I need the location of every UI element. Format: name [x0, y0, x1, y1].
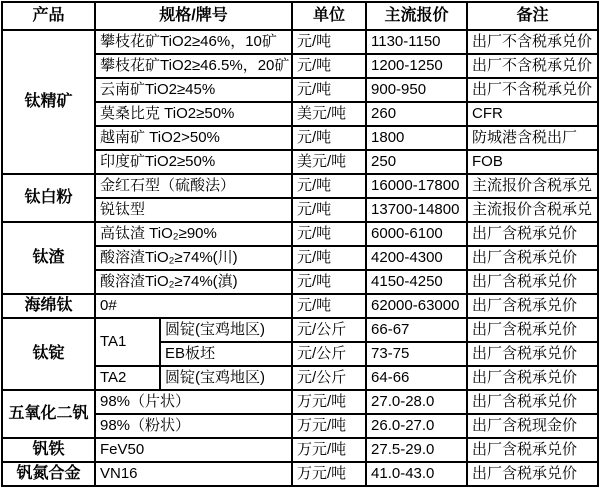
grade-cell: TA2	[95, 366, 160, 390]
unit-cell: 万元/吨	[292, 414, 366, 438]
spec-cell: 98%（粉状）	[95, 414, 292, 438]
price-cell: 66-67	[366, 318, 467, 342]
price-cell: 1200-1250	[366, 54, 467, 78]
note-cell: 出厂含税承兑价	[467, 318, 598, 342]
note-cell: 主流报价含税承兑	[467, 198, 598, 222]
price-cell: 27.5-29.0	[366, 438, 467, 462]
table-row	[2, 294, 598, 318]
note-cell: 出厂含税承兑价	[467, 366, 598, 390]
spec-cell: 高钛渣 TiO₂≥90%	[95, 222, 292, 246]
unit-cell: 元/吨	[292, 126, 366, 150]
header-row	[2, 2, 598, 30]
price-cell: 41.0-43.0	[366, 462, 467, 486]
spec-cell: 莫桑比克 TiO2≥50%	[95, 102, 292, 126]
price-cell: 27.0-28.0	[366, 390, 467, 414]
price-cell: 260	[366, 102, 467, 126]
price-table	[1, 1, 599, 487]
product-cell-titanium-sponge: 海绵钛	[2, 294, 95, 318]
unit-cell: 万元/吨	[292, 462, 366, 486]
price-cell: 4200-4300	[366, 246, 467, 270]
unit-cell: 元/公斤	[292, 366, 366, 390]
unit-cell: 元/公斤	[292, 342, 366, 366]
note-cell: 出厂含税承兑价	[467, 246, 598, 270]
unit-cell: 元/吨	[292, 222, 366, 246]
note-cell: 出厂含税承兑价	[467, 222, 598, 246]
spec-cell: 攀枝花矿TiO2≥46.5%，20矿	[95, 54, 292, 78]
header-product: 产品	[2, 2, 95, 30]
unit-cell: 万元/吨	[292, 390, 366, 414]
table-row	[2, 390, 598, 414]
unit-cell: 元/吨	[292, 174, 366, 198]
price-cell: 4150-4250	[366, 270, 467, 294]
header-spec: 规格/牌号	[95, 2, 292, 30]
grade-cell: TA1	[95, 318, 160, 366]
spec-cell: 酸溶渣TiO₂≥74%(滇)	[95, 270, 292, 294]
note-cell: 出厂不含税承兑价	[467, 78, 598, 102]
header-note: 备注	[467, 2, 598, 30]
spec-cell: 圆锭(宝鸡地区)	[160, 318, 292, 342]
unit-cell: 美元/吨	[292, 150, 366, 174]
spec-cell: 锐钛型	[95, 198, 292, 222]
price-cell: 16000-17800	[366, 174, 467, 198]
table-row	[2, 174, 598, 198]
price-cell: 250	[366, 150, 467, 174]
unit-cell: 元/吨	[292, 30, 366, 54]
price-cell: 73-75	[366, 342, 467, 366]
note-cell: 出厂含税承兑价	[467, 390, 598, 414]
note-cell: 出厂含税现金价	[467, 414, 598, 438]
unit-cell: 万元/吨	[292, 438, 366, 462]
price-cell: 13700-14800	[366, 198, 467, 222]
price-cell: 26.0-27.0	[366, 414, 467, 438]
note-cell: CFR	[467, 102, 598, 126]
note-cell: 出厂不含税承兑价	[467, 30, 598, 54]
spec-cell: 印度矿TiO2≥50%	[95, 150, 292, 174]
note-cell: 出厂含税承兑价	[467, 438, 598, 462]
note-cell: 出厂含税承兑价	[467, 294, 598, 318]
header-unit: 单位	[292, 2, 366, 30]
unit-cell: 元/吨	[292, 246, 366, 270]
spec-cell: 圆锭(宝鸡地区)	[160, 366, 292, 390]
unit-cell: 元/吨	[292, 54, 366, 78]
unit-cell: 元/吨	[292, 294, 366, 318]
product-cell-titanium-dioxide: 钛白粉	[2, 174, 95, 222]
product-cell-vanadium-nitrogen-alloy: 钒氮合金	[2, 462, 95, 486]
note-cell: 主流报价含税承兑	[467, 174, 598, 198]
price-cell: 62000-63000	[366, 294, 467, 318]
spec-cell: 攀枝花矿TiO2≥46%，10矿	[95, 30, 292, 54]
note-cell: FOB	[467, 150, 598, 174]
spec-cell: 越南矿 TiO2>50%	[95, 126, 292, 150]
note-cell: 出厂含税承兑价	[467, 342, 598, 366]
price-cell: 1130-1150	[366, 30, 467, 54]
spec-cell: 金红石型（硫酸法）	[95, 174, 292, 198]
price-cell: 6000-6100	[366, 222, 467, 246]
spec-cell: FeV50	[95, 438, 292, 462]
table-row	[2, 30, 598, 54]
note-cell: 出厂含税承兑价	[467, 270, 598, 294]
table-row	[2, 438, 598, 462]
note-cell: 防城港含税出厂	[467, 126, 598, 150]
spec-cell: 0#	[95, 294, 292, 318]
product-cell-titanium-ingot: 钛锭	[2, 318, 95, 390]
price-cell: 900-950	[366, 78, 467, 102]
price-cell: 64-66	[366, 366, 467, 390]
unit-cell: 元/吨	[292, 198, 366, 222]
product-cell-vanadium-pentoxide: 五氧化二钒	[2, 390, 95, 438]
unit-cell: 美元/吨	[292, 102, 366, 126]
spec-cell: 云南矿TiO2≥45%	[95, 78, 292, 102]
product-cell-ferrovanadium: 钒铁	[2, 438, 95, 462]
table-row	[2, 318, 598, 342]
unit-cell: 元/吨	[292, 78, 366, 102]
product-cell-titanium-slag: 钛渣	[2, 222, 95, 294]
product-cell-titanium-concentrate: 钛精矿	[2, 30, 95, 174]
spec-cell: 98%（片状）	[95, 390, 292, 414]
header-price: 主流报价	[366, 2, 467, 30]
note-cell: 出厂含税承兑价	[467, 462, 598, 486]
table-row	[2, 222, 598, 246]
spec-cell: 酸溶渣TiO₂≥74%(川)	[95, 246, 292, 270]
spec-cell: VN16	[95, 462, 292, 486]
note-cell: 出厂不含税承兑价	[467, 54, 598, 78]
unit-cell: 元/公斤	[292, 318, 366, 342]
price-cell: 1800	[366, 126, 467, 150]
table-row	[2, 462, 598, 486]
spec-cell: EB板坯	[160, 342, 292, 366]
unit-cell: 元/吨	[292, 270, 366, 294]
